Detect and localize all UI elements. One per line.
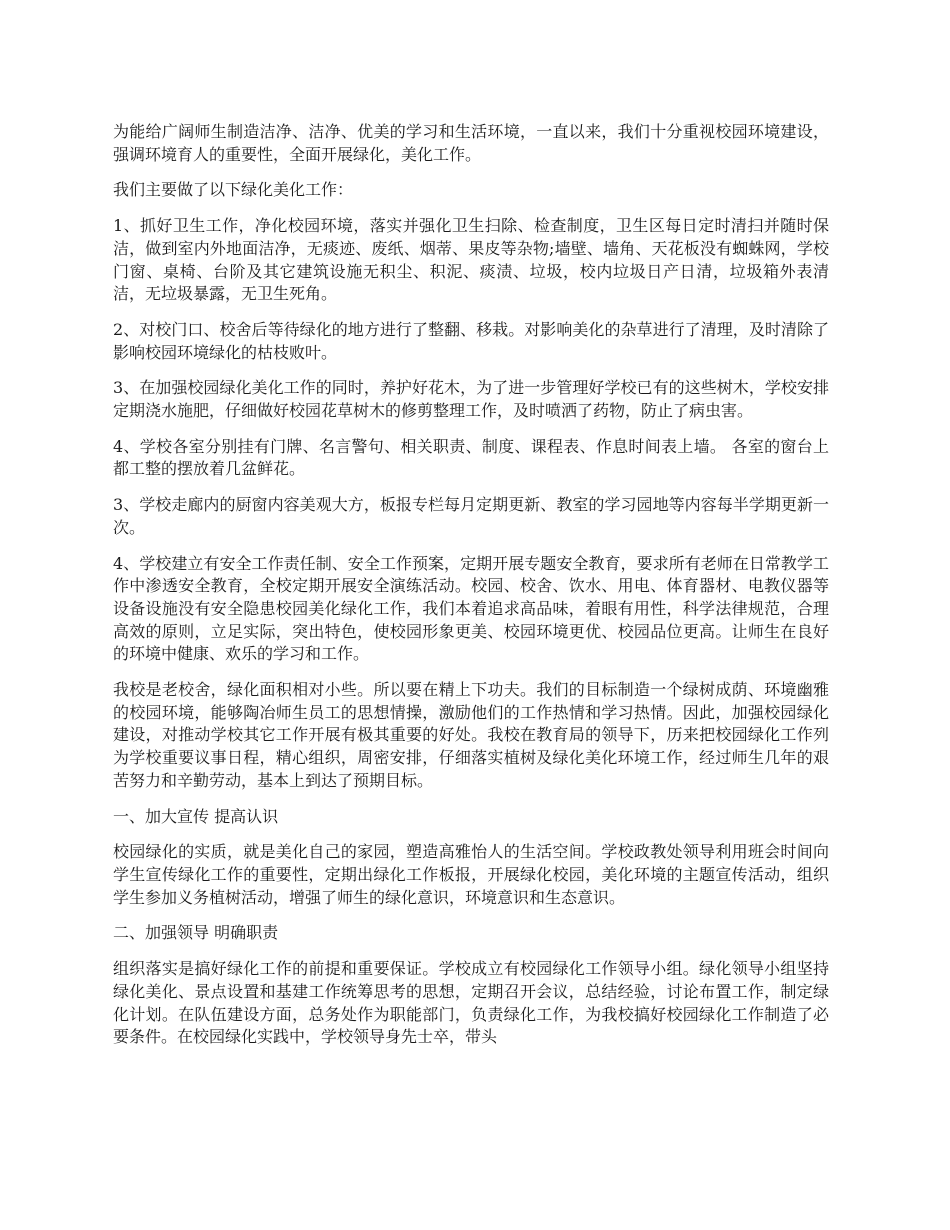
paragraph-item-2: 2、对校门口、校舍后等待绿化的地方进行了整翻、移栽。对影响美化的杂草进行了清理，及时清除了影响校园环境绿化的枯枝败叶。	[113, 319, 829, 362]
paragraph-item-1: 1、抓好卫生工作，净化校园环境，落实并强化卫生扫除、检查制度，卫生区每日定时清扫并随时保洁，做到室内外地面洁净，无痰迹、废纸、烟蒂、果皮等杂物;墙壁、墙角、天花板没有蜘蛛网，学校门窗、桌椅、台阶及其它建筑设施无积尘、积泥、痰渍、垃圾，校内垃圾日产日清，垃圾箱外表清洁，无垃圾暴露，无卫生死角。	[113, 216, 829, 304]
paragraph-item-3: 3、在加强校园绿化美化工作的同时，养护好花木，为了进一步管理好学校已有的这些树木，学校安排定期浇水施肥，仔细做好校园花草树木的修剪整理工作，及时喷洒了药物，防止了病虫害。	[113, 378, 829, 421]
paragraph-intro: 为能给广阔师生制造洁净、洁净、优美的学习和生活环境，一直以来，我们十分重视校园环境建设，强调环境育人的重要性，全面开展绿化，美化工作。	[113, 122, 829, 164]
paragraph-item-4: 4、学校各室分别挂有门牌、名言警句、相关职责、制度、课程表、作息时间表上墙。 各室的窗台上都工整的摆放着几盆鲜花。	[113, 436, 829, 479]
section-heading-1: 一、加大宣传 提高认识	[113, 806, 279, 826]
paragraph-summary: 我们主要做了以下绿化美化工作：	[113, 180, 354, 200]
paragraph-section-2: 组织落实是搞好绿化工作的前提和重要保证。学校成立有校园绿化工作领导小组。绿化领导小组坚持绿化美化、景点设置和基建工作统筹思考的思想，定期召开会议，总结经验，讨论布置工作，制定绿化计划。在队伍建设方面，总务处作为职能部门，负责绿化工作，为我校搞好校园绿化工作制造了必要条件。在校园绿化实践中，学校领导身先士卒，带头	[113, 959, 829, 1047]
paragraph-item-3b: 3、学校走廊内的厨窗内容美观大方，板报专栏每月定期更新、教室的学习园地等内容每半学期更新一次。	[113, 495, 829, 537]
section-heading-2: 二、加强领导 明确职责	[113, 923, 279, 943]
document-body	[113, 121, 829, 1062]
paragraph-school-goal: 我校是老校舍，绿化面积相对小些。所以要在精上下功夫。我们的目标制造一个绿树成荫、环境幽雅的校园环境，能够陶冶师生员工的思想情操，激励他们的工作热情和学习热情。因此，加强校园绿化建设，对推动学校其它工作开展有极其重要的好处。我校在教育局的领导下，历来把校园绿化工作列为学校重要议事日程，精心组织，周密安排，仔细落实植树及绿化美化环境工作，经过师生几年的艰苦努力和辛勤劳动，基本上到达了预期目标。	[113, 680, 829, 790]
paragraph-section-1: 校园绿化的实质，就是美化自己的家园，塑造高雅怡人的生活空间。学校政教处领导利用班会时间向学生宣传绿化工作的重要性，定期出绿化工作板报，开展绿化校园，美化环境的主题宣传活动，组织学生参加义务植树活动，增强了师生的绿化意识，环境意识和生态意识。	[113, 842, 829, 907]
paragraph-item-4b: 4、学校建立有安全工作责任制、安全工作预案，定期开展专题安全教育，要求所有老师在日常教学工作中渗透安全教育，全校定期开展安全演练活动。校园、校舍、饮水、用电、体育器材、电教仪器等设备设施没有安全隐患校园美化绿化工作，我们本着追求高品味，着眼有用性，科学法律规范，合理高效的原则，立足实际，突出特色，使校园形象更美、校园环境更优、校园品位更高。让师生在良好的环境中健康、欢乐的学习和工作。	[113, 553, 829, 664]
